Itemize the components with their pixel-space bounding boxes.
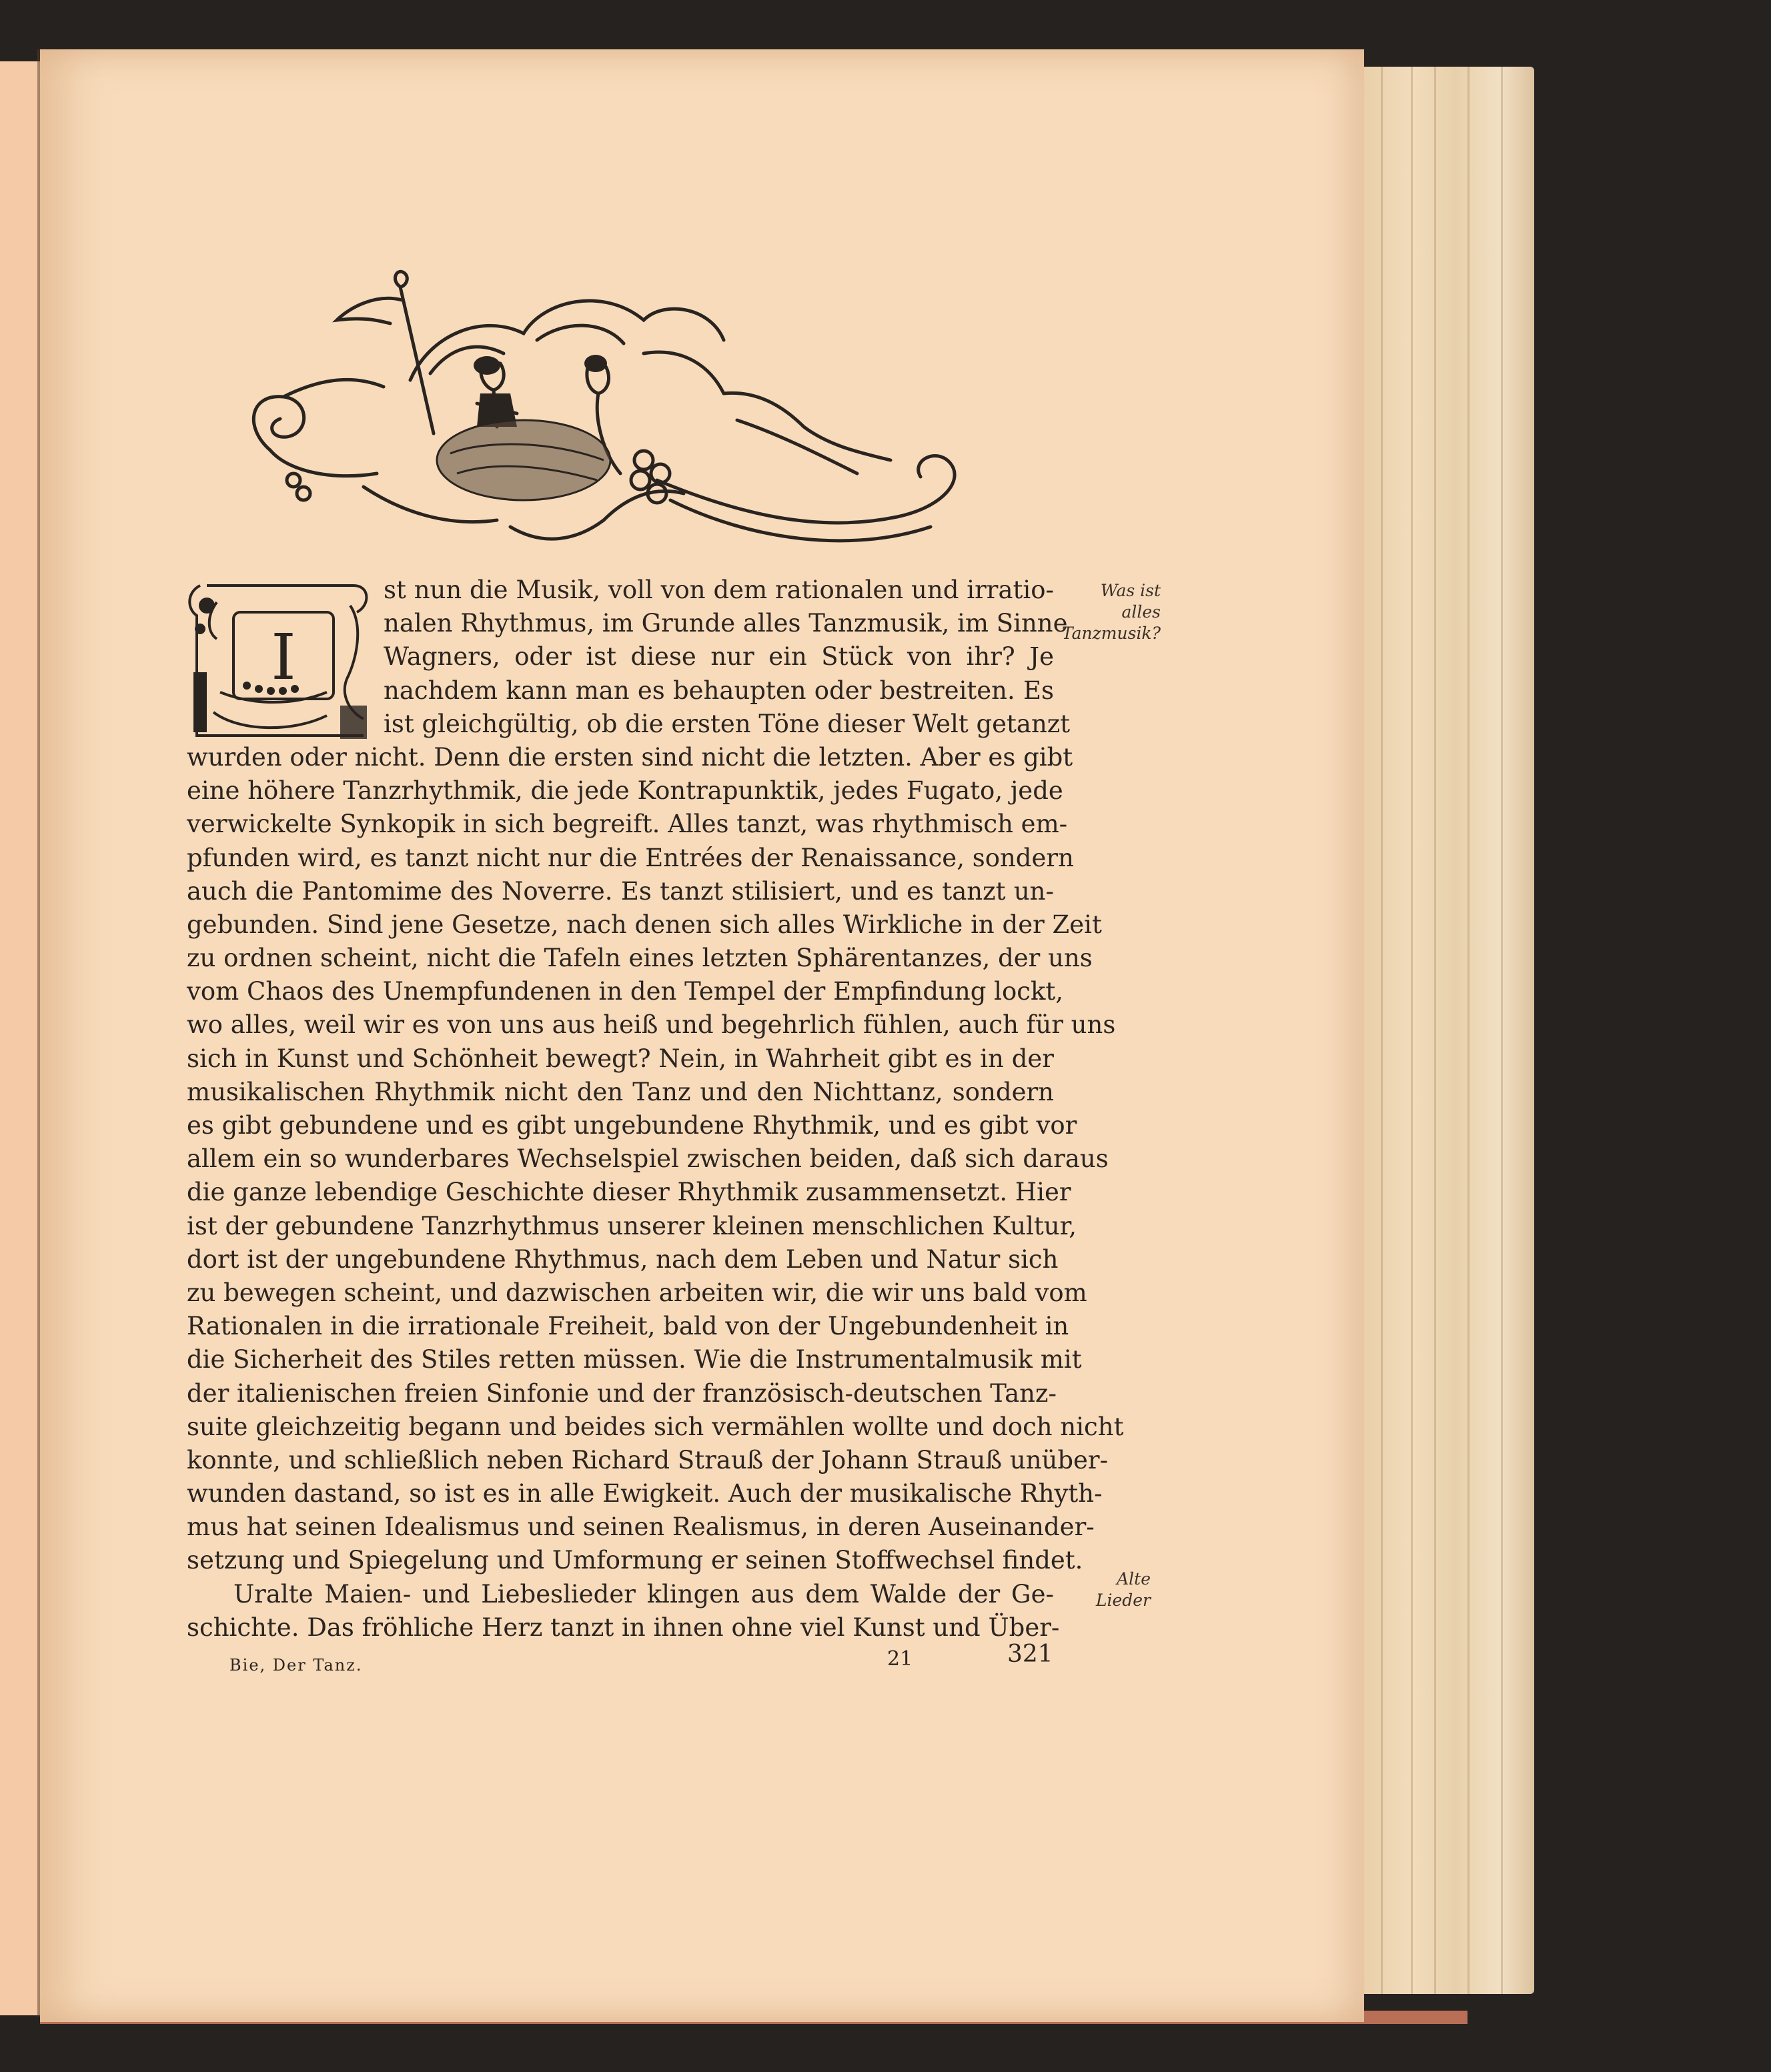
text-line: eine höhere Tanzrhythmik, die jede Kontrapunktik, jedes Fugato, jede: [187, 776, 1063, 806]
text-line: die ganze lebendige Geschichte dieser Rhythmik zusammensetzt. Hier: [187, 1178, 1071, 1207]
text-line: wo alles, weil wir es von uns aus heiß und begehrlich fühlen, auch für uns: [187, 1010, 1116, 1040]
marginal-note-1: [1057, 580, 1161, 644]
text-line: wunden dastand, so ist es in alle Ewigkeit. Auch der musikalische Rhyth-: [187, 1479, 1103, 1508]
text-line: der italienischen freien Sinfonie und der französisch-deutschen Tanz-: [187, 1378, 1057, 1408]
text-line: Wagners, oder ist diese nur ein Stück von ihr? Je: [384, 642, 1054, 672]
text-line: schichte. Das fröhliche Herz tanzt in ihnen ohne viel Kunst und Über-: [187, 1613, 1060, 1642]
text-line: zu bewegen scheint, und dazwischen arbeiten wir, die wir uns bald vom: [187, 1278, 1087, 1307]
text-line: Uralte Maien- und Liebeslieder klingen aus dem Walde der Ge-: [233, 1579, 1054, 1609]
text-line: setzung und Spiegelung und Umformung er seinen Stoffwechsel findet.: [187, 1546, 1083, 1575]
marginal-note-2: Alte Lieder: [1095, 1569, 1151, 1610]
footer-signature: 21: [887, 1647, 913, 1671]
dropcap-letter: I: [271, 621, 296, 694]
text-line: ist gleichgültig, ob die ersten Töne dieser Welt getanzt: [384, 709, 1071, 738]
text-line: allem ein so wunderbares Wechselspiel zwischen beiden, daß sich daraus: [187, 1144, 1109, 1174]
text-line: suite gleichzeitig begann und beides sich vermählen wollte und doch nicht: [187, 1412, 1124, 1441]
text-line: gebunden. Sind jene Gesetze, nach denen sich alles Wirkliche in der Zeit: [187, 910, 1102, 939]
text-line: verwickelte Synkopik in sich begreift. Alles tanzt, was rhythmisch em-: [187, 810, 1068, 839]
text-line: ist der gebundene Tanzrhythmus unserer kleinen menschlichen Kultur,: [187, 1211, 1077, 1240]
text-line: zu ordnen scheint, nicht die Tafeln eines letzten Sphärentanzes, der uns: [187, 944, 1093, 973]
page-block-edge: [1361, 67, 1534, 1994]
text-line: st nun die Musik, voll von dem rationalen und irratio-: [384, 576, 1054, 604]
marginal-note-line: Was ist alles: [1100, 581, 1161, 622]
text-line: musikalischen Rhythmik nicht den Tanz und den Nichttanz, sondern: [187, 1077, 1054, 1106]
text-line: sich in Kunst und Schönheit bewegt? Nein, in Wahrheit gibt es in der: [187, 1044, 1054, 1073]
text-line: es gibt gebundene und es gibt ungebundene Rhythmik, und es gibt vor: [187, 1111, 1077, 1140]
text-line: Rationalen in die irrationale Freiheit, bald von der Ungebundenheit in: [187, 1312, 1069, 1341]
page-number: 321: [1007, 1641, 1053, 1668]
marginal-note-line: Tanzmusik?: [1061, 624, 1161, 643]
headpiece-ornament-illustration: [230, 260, 997, 567]
text-line: mus hat seinen Idealismus und seinen Realismus, in deren Auseinander-: [187, 1512, 1095, 1542]
text-line: pfunden wird, es tanzt nicht nur die Entrées der Renaissance, sondern: [187, 843, 1074, 872]
text-line: wurden oder nicht. Denn die ersten sind nicht die letzten. Aber es gibt: [187, 742, 1073, 772]
text-line: nalen Rhythmus, im Grunde alles Tanzmusik, im Sinne: [384, 609, 1068, 638]
text-line: konnte, und schließlich neben Richard Strauß der Johann Strauß unüber-: [187, 1445, 1109, 1474]
text-line: auch die Pantomime des Noverre. Es tanzt stilisiert, und es tanzt un-: [187, 876, 1054, 906]
spine-gutter: [37, 49, 40, 2017]
text-line: vom Chaos des Unempfundenen in den Tempel der Empfindung lockt,: [187, 977, 1064, 1006]
text-line: die Sicherheit des Stiles retten müssen. Wie die Instrumentalmusik mit: [187, 1345, 1082, 1374]
text-line: nachdem kann man es behaupten oder bestreiten. Es: [384, 676, 1054, 705]
footer-book-title: Bie, Der Tanz.: [229, 1656, 363, 1675]
text-line: dort ist der ungebundene Rhythmus, nach dem Leben und Natur sich: [187, 1244, 1059, 1274]
